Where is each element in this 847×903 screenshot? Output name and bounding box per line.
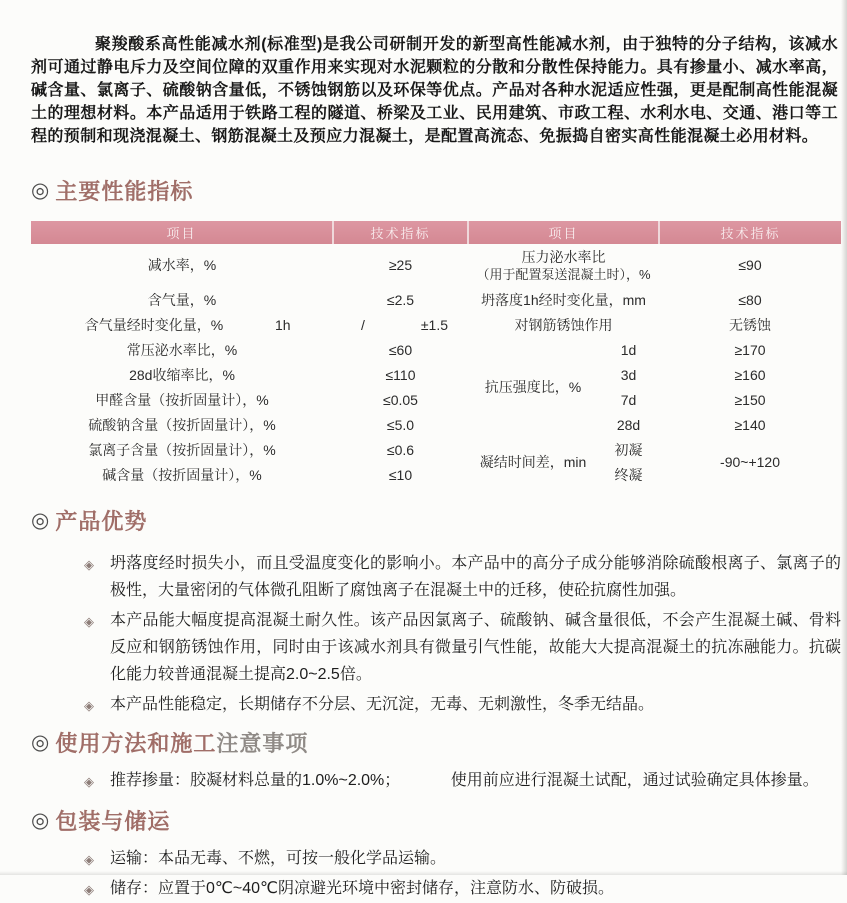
list-item — [31, 845, 847, 872]
value-cell: -90~+120 — [720, 454, 780, 471]
item-cell: 硫酸钠含量（按折固量计），% — [88, 416, 276, 433]
list-item — [31, 875, 847, 902]
section-heading-usage — [31, 727, 838, 758]
value-cell: ≥150 — [734, 391, 766, 408]
list-item — [31, 691, 847, 718]
dosage-text: 推荐掺量：胶凝材料总量的1.0%~2.0%； — [110, 772, 401, 789]
value-cell: ≥170 — [734, 341, 766, 358]
value-cell: ≤5.0 — [386, 416, 415, 433]
column-header-item-left: 项目 — [31, 221, 333, 244]
item-cell — [468, 244, 659, 288]
diamond-bullet-icon: ◈ — [84, 774, 94, 789]
list-item — [31, 550, 847, 604]
section-title: 包装与储运 — [55, 809, 171, 834]
usage-list — [31, 767, 847, 794]
list-item-text: 本产品性能稳定，长期储存不分层、无沉淀，无毒、无刺激性，冬季无结晶。 — [110, 696, 655, 713]
table-row — [31, 438, 841, 463]
section-title: 产品优势 — [55, 509, 148, 534]
table-row — [31, 413, 841, 438]
column-header-spec-left: 技术指标 — [333, 221, 468, 244]
item-cell: 常压泌水率比，% — [126, 341, 238, 358]
section-title-suffix: 注意事项 — [216, 731, 309, 756]
diamond-bullet-icon: ◈ — [84, 882, 94, 897]
column-header-item-right: 项目 — [468, 221, 659, 244]
item-group-cell: 抗压强度比，% — [484, 379, 582, 396]
item-cell: 对钢筋锈蚀作用 — [514, 316, 613, 333]
value-cell: 无锈蚀 — [729, 316, 772, 333]
age-cell: 7d — [620, 391, 637, 408]
table-row — [31, 313, 841, 338]
age-cell: 1d — [620, 341, 637, 358]
table-row — [31, 244, 841, 288]
age-cell: 3d — [620, 366, 637, 383]
item-line2: （用于配置泵送混凝土时），% — [476, 266, 651, 282]
table-row — [31, 338, 841, 363]
list-item-text: 运输：本品无毒、不燃，可按一般化学品运输。 — [110, 850, 447, 867]
item-line1: 压力泌水率比 — [521, 249, 606, 266]
item-cell — [31, 313, 333, 338]
section-title: 主要性能指标 — [55, 179, 194, 204]
section-title: 使用方法和施工 — [55, 731, 217, 756]
intro-paragraph: 聚羧酸系高性能减水剂(标准型)是我公司研制开发的新型高性能减水剂，由于独特的分子结构，该减水剂可通过静电斥力及空间位障的双重作用来实现对水泥颗粒的分散和分散性保持能力。具有掺量小、减水率高，碱含量、氯离子、硫酸钠含量低，不锈蚀钢筋以及环保等优点。产品对各种水泥适应性强，更是配制高性能混凝土的理想材料。本产品适用于铁路工程的隧道、桥梁及工业、民用建筑、市政工程、水利水电、交通、港口等工程的预制和现浇混凝土、钢筋混凝土及预应力混凝土，是配置高流态、免振捣自密实高性能混凝土必用材料。 — [31, 36, 838, 145]
diamond-bullet-icon: ◈ — [84, 698, 94, 713]
diamond-bullet-icon: ◈ — [84, 852, 94, 867]
value-cell: ≤0.05 — [383, 391, 418, 408]
table-row — [31, 388, 841, 413]
list-item — [31, 607, 847, 688]
item-label: 含气量经时变化量，% — [84, 316, 224, 333]
age-cell: 初凝 — [614, 441, 643, 458]
section-marker-icon: ◎ — [31, 509, 51, 532]
item-cell: 碱含量（按折固量计），% — [102, 466, 262, 483]
value-cell: ≤80 — [738, 291, 762, 308]
diamond-bullet-icon: ◈ — [84, 557, 94, 572]
table-row — [31, 288, 841, 313]
usage-note-text: 使用前应进行混凝土试配，通过试验确定具体掺量。 — [450, 772, 819, 789]
item-cell: 坍落度1h经时变化量，mm — [481, 291, 646, 308]
section-heading-packing — [31, 805, 838, 836]
item-group-cell: 凝结时间差，min — [479, 454, 587, 471]
table-header-row — [31, 221, 841, 244]
item-cell: 氯离子含量（按折固量计），% — [88, 441, 276, 458]
value-cell: ≤0.6 — [386, 441, 415, 458]
age-cell: 终凝 — [614, 466, 643, 483]
value-part-b: ±1.5 — [420, 316, 448, 333]
section-heading-advantages — [31, 505, 838, 536]
value-cell: ≤2.5 — [386, 291, 415, 308]
item-cell: 含气量，% — [147, 291, 217, 308]
advantages-list — [31, 550, 847, 718]
age-cell: 28d — [616, 416, 641, 433]
value-part-a: / — [361, 316, 365, 333]
performance-table — [31, 221, 841, 488]
packing-list — [31, 845, 847, 902]
value-cell: ≤90 — [738, 257, 762, 274]
item-cell: 28d收缩率比，% — [129, 366, 235, 383]
table-row — [31, 363, 841, 388]
section-heading-performance — [31, 175, 838, 206]
section-marker-icon: ◎ — [31, 809, 51, 832]
value-cell — [333, 313, 468, 338]
section-marker-icon: ◎ — [31, 731, 51, 754]
list-item-text: 坍落度经时损失小，而且受温度变化的影响小。本产品中的高分子成分能够消除硫酸根离子、氯离子的极性，大量密闭的气体微孔阻断了腐蚀离子在混凝土中的迁移，使砼抗腐性加强。 — [110, 555, 841, 599]
item-cell: 减水率，% — [147, 257, 217, 274]
item-sub-label: 1h — [275, 316, 291, 333]
item-cell: 甲醛含量（按折固量计），% — [95, 391, 269, 408]
value-cell: ≤60 — [388, 341, 413, 358]
list-item — [31, 767, 847, 794]
diamond-bullet-icon: ◈ — [84, 614, 94, 629]
section-marker-icon: ◎ — [31, 179, 51, 202]
list-item-text: 本产品能大幅度提高混凝土耐久性。该产品因氯离子、硫酸钠、碱含量很低，不会产生混凝土碱、骨料反应和钢筋锈蚀作用，同时由于该减水剂具有微量引气性能，故能大大提高混凝土的抗冻融能力。抗碳化能力较普通混凝土提高2.0~2.5倍。 — [110, 612, 841, 683]
value-cell: ≥160 — [734, 366, 766, 383]
value-cell: ≥25 — [388, 257, 413, 274]
value-cell: ≤110 — [385, 366, 416, 383]
value-cell: ≥140 — [734, 416, 766, 433]
value-cell: ≤10 — [388, 466, 413, 483]
list-item-text: 储存：应置于0℃~40℃阴凉避光环境中密封储存，注意防水、防破损。 — [110, 880, 614, 897]
column-header-spec-right: 技术指标 — [659, 221, 841, 244]
